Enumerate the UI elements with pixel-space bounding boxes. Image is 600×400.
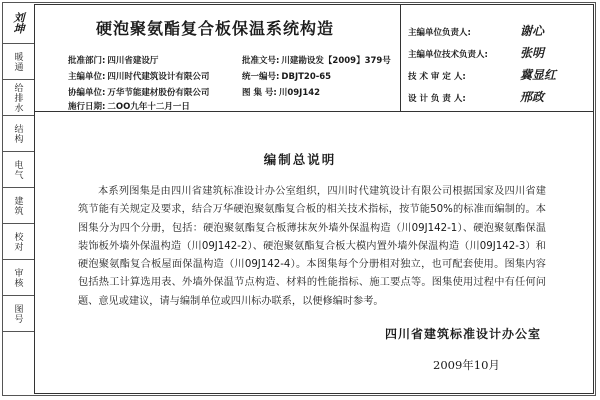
atlas-no-label: 图 集 号: [242, 88, 277, 98]
co-unit-label: 协编单位: [68, 88, 106, 98]
binding-cell [2, 116, 34, 152]
approval-no-value: 川建勘设发【2009】379号 [281, 56, 391, 66]
co-unit-value: 万华节能建材股份有限公司 [107, 88, 210, 98]
effective-date-row [68, 100, 190, 112]
approval-no-row [242, 54, 391, 66]
approval-dept-value: 四川省建设厅 [107, 56, 159, 66]
unified-no-row [242, 70, 331, 82]
responsibility-label: 主编单位技术负责人: [408, 50, 488, 60]
binding-cell [2, 44, 34, 80]
chief-unit-row [68, 70, 209, 82]
binding-label: 电气 [12, 159, 23, 180]
approval-dept-row [68, 54, 158, 66]
binding-label: 结构 [12, 123, 23, 144]
document-title: 硬泡聚氨酯复合板保温系统构造 [96, 19, 335, 38]
binding-label: 校对 [12, 231, 23, 252]
co-unit-row [68, 86, 209, 98]
responsibility-label: 主编单位负责人: [408, 28, 471, 38]
handwritten-signature: 谢心 [520, 24, 545, 38]
approval-dept-label: 批准部门: [68, 56, 106, 66]
binding-cell [2, 224, 34, 260]
handwritten-signature: 冀显红 [520, 68, 557, 82]
binding-signature: 刘坤 [12, 11, 25, 34]
handwritten-signature: 张明 [520, 46, 545, 60]
effective-date-label: 施行日期: [68, 102, 106, 112]
chief-unit-label: 主编单位: [68, 72, 106, 82]
unified-no-value: DBJT20-65 [281, 72, 332, 82]
binding-cell [2, 188, 34, 224]
binding-label: 暖通 [12, 51, 23, 72]
binding-label: 给排水 [12, 82, 23, 113]
title-block [34, 4, 594, 112]
responsibility-label: 技 术 审 定 人: [408, 72, 466, 82]
atlas-no-row [242, 86, 320, 98]
section-heading: 编制总说明 [263, 152, 337, 167]
binding-cell [2, 80, 34, 116]
description-paragraph: 本系列图集是由四川省建筑标准设计办公室组织，四川时代建筑设计有限公司根据国家及四川省建筑节能有关规定及要求，结合万华硬泡聚氨酯复合板的相关技术指标，按节能50%的标准而编制的。本图集分为四个分册，包括：硬泡聚氨酯复合板薄抹灰外墙外保温构造（川09J142-1）、硬泡聚氨酯保温装饰板外墙外保温构造（川09J142-2）、硬泡聚氨酯复合板大模内置外墙外保温构造（川09J142-3）和硬泡聚氨酯复合板屋面保温构造（川09J142-4）。本图集每个分册相对独立，也可配套使用。图集内容包括热工计算选用表、外墙外保温节点构造、材料的性能指标、施工要点等。图集使用过程中有任何问题、意见或建议，请与编制单位或四川标办联系，以便修编时参考。 [78, 186, 546, 307]
binding-cell [2, 260, 34, 296]
handwritten-signature: 邢政 [520, 90, 545, 104]
binding-strip [2, 2, 34, 396]
binding-signature-cell [2, 2, 34, 44]
binding-label: 审核 [12, 267, 23, 288]
issue-date: 2009年10月 [433, 358, 500, 372]
effective-date-value: 二OO九年十二月一日 [107, 102, 190, 112]
issuing-organization: 四川省建筑标准设计办公室 [385, 327, 542, 341]
atlas-no-value: 川09J142 [278, 88, 321, 98]
binding-label: 建筑 [12, 195, 23, 216]
approval-no-label: 批准文号: [242, 56, 280, 66]
binding-cell [2, 296, 34, 332]
unified-no-label: 统一编号: [242, 72, 280, 82]
chief-unit-value: 四川时代建筑设计有限公司 [107, 72, 210, 82]
binding-label: 图号 [12, 303, 23, 324]
responsibility-label: 设 计 负 责 人: [408, 94, 466, 104]
responsibility-block [400, 4, 594, 112]
